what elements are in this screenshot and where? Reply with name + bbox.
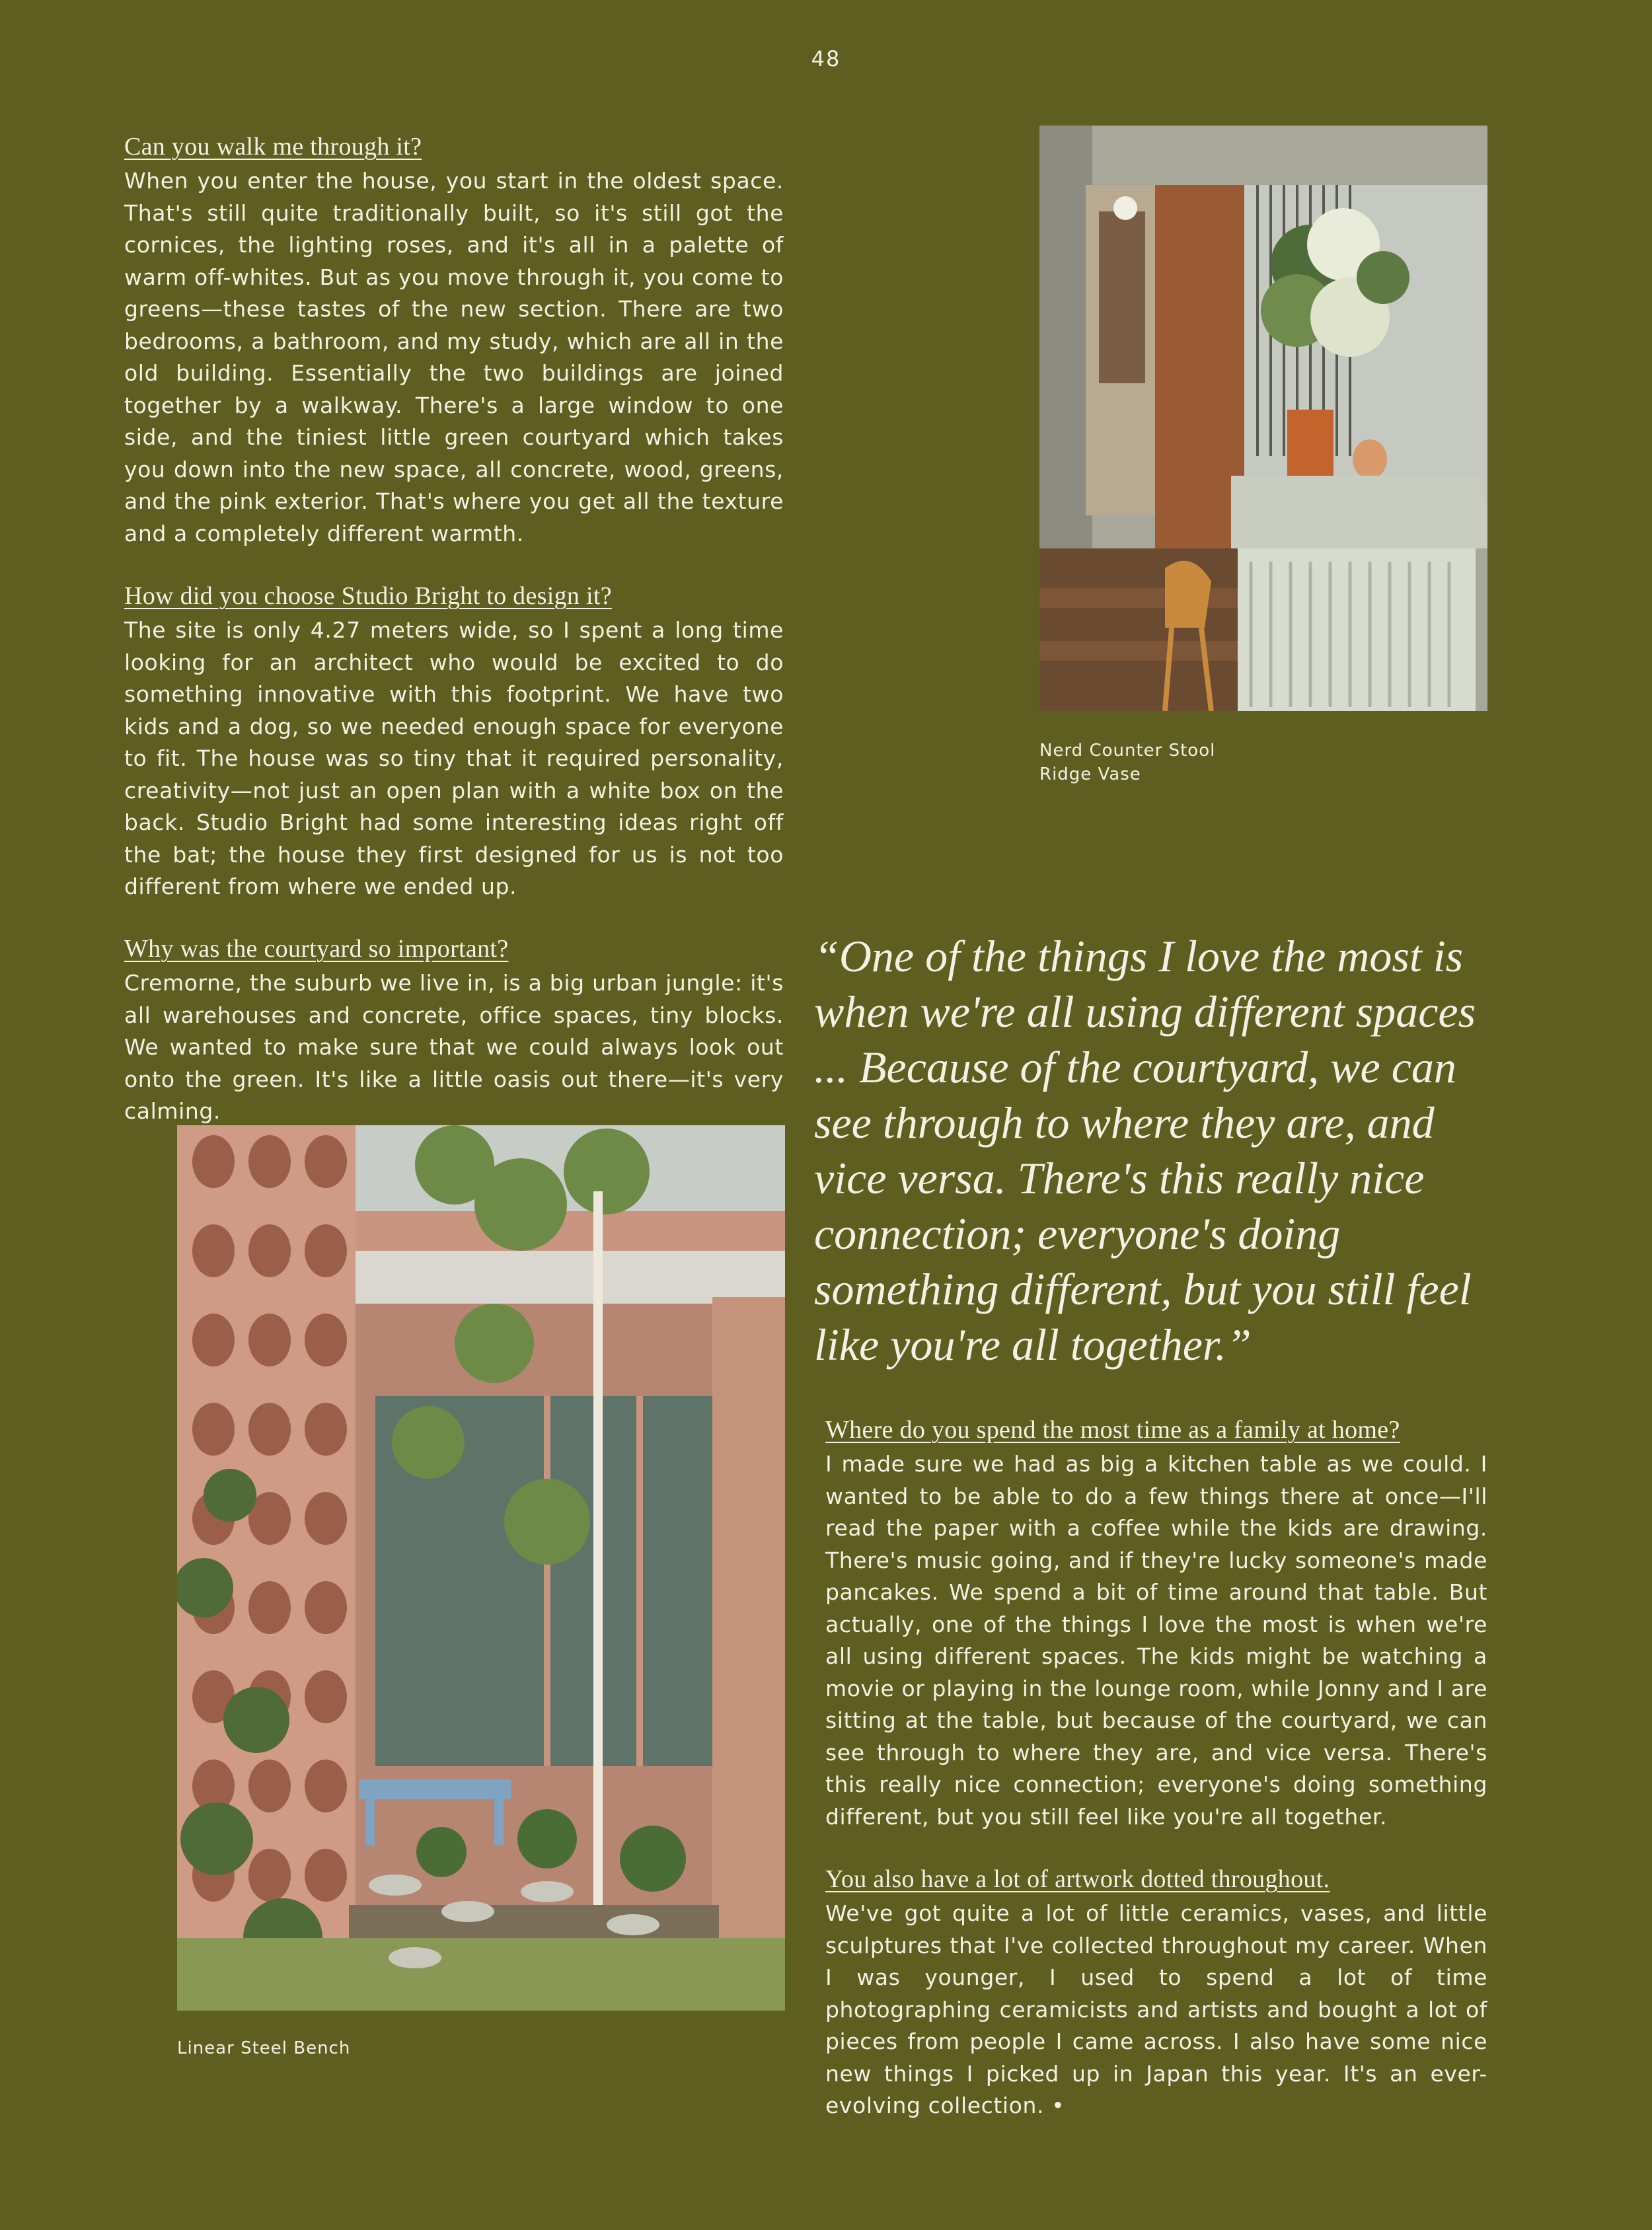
courtyard-photo-illustration (177, 1125, 785, 2011)
answer-text: When you enter the house, you start in the oldest space. That's still quite traditionally built, so it's still got the cornices, the lighting roses, and it's all in a palette of warm off-whites. But as you move through it, you come to greens—these tastes of the new section. There are two bedrooms, a bathroom, and my study, which are all in the old building. Essentially the two buildings are joined together by a walkway. There's a large window to one side, and the tiniest little green courtyard which takes you down into the new space, all concrete, wood, greens, and the pink exterior. That's where you get all the texture and a completely different warmth. (124, 168, 784, 546)
answer-text: We've got quite a lot of little ceramics, vases, and little sculptures that I've collected throughout my career. When I was younger, I used to spend a lot of time photographing ceramicists and artists and bought a lot of pieces from people I came across. I also have some nice new things I picked up in Japan this year. It's an ever-evolving collection. • (825, 1900, 1487, 2118)
caption-line: Linear Steel Bench (177, 2038, 351, 2058)
qa-block (124, 580, 784, 903)
answer-text: The site is only 4.27 meters wide, so I spent a long time looking for an architect who would be excited to do something innovative with this footprint. We have two kids and a dog, so we needed enough space for everyone to fit. The house was so tiny that it required personality, creativity—not just an open plan with a white box on the back. Studio Bright had some interesting ideas right off the bat; the house they first designed for us is not too different from where we ended up. (124, 617, 784, 899)
caption-line: Nerd Counter Stool (1039, 741, 1216, 761)
question-heading: Can you walk me through it? (124, 133, 422, 161)
question-heading: Where do you spend the most time as a family at home? (825, 1416, 1400, 1444)
caption-line: Ridge Vase (1039, 764, 1141, 784)
page-number: 48 (811, 46, 841, 71)
courtyard-photo (177, 1125, 785, 2011)
interior-photo-illustration (1039, 126, 1487, 711)
qa-block (825, 1414, 1487, 1833)
question-heading: Why was the courtyard so important? (124, 935, 509, 963)
bottom-photo-caption (177, 2036, 350, 2060)
answer-text: I made sure we had as big a kitchen table as we could. I wanted to be able to do a few things there at once—I'll read the paper with a coffee while the kids are drawing. There's music going, and if they're lucky someone's made pancakes. We spend a bit of time around that table. But actually, one of the things I love the most is when we're all using different spaces. The kids might be watching a movie or playing in the lounge room, while Jonny and I are sitting at the table, but because of the courtyard, we can see through to where they are, and vice versa. There's this really nice connection; everyone's doing something different, but you still feel like you're all together. (825, 1451, 1487, 1830)
question-heading: How did you choose Studio Bright to design it? (124, 582, 612, 610)
answer-text: Cremorne, the suburb we live in, is a big urban jungle: it's all warehouses and concrete, office spaces, tiny blocks. We wanted to make sure that we could always look out onto the green. It's like a little oasis out there—it's very calming. (124, 970, 784, 1124)
qa-block (825, 1863, 1487, 2122)
pull-quote: “One of the things I love the most is when we're all using different spaces ... Because of the courtyard, we can see through to where they are, and vice versa. There's this really nice connection; everyone's doing something different, but you still feel like you're all together.” (814, 931, 1476, 1370)
qa-block (124, 933, 784, 1128)
question-heading: You also have a lot of artwork dotted throughout. (825, 1865, 1330, 1893)
interior-kitchen-photo (1039, 126, 1487, 711)
top-photo-caption (1039, 739, 1215, 786)
qa-block (124, 131, 784, 550)
